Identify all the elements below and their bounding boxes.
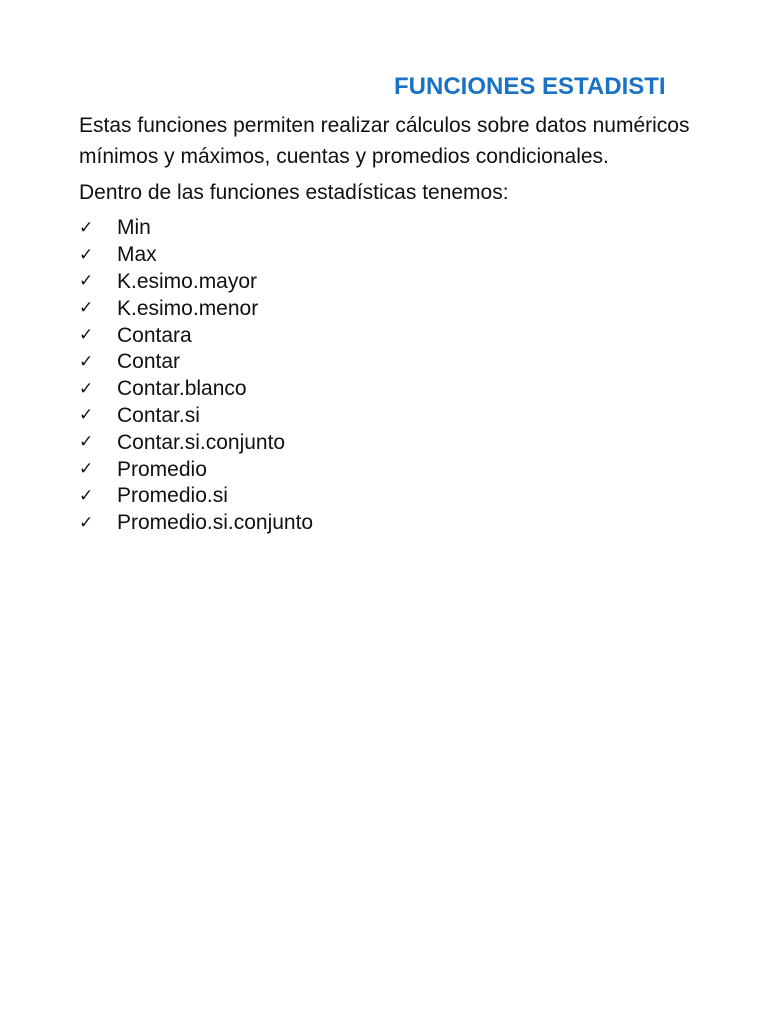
function-name: Max (117, 243, 157, 267)
function-name: Promedio.si (117, 484, 228, 508)
list-item (79, 429, 313, 456)
function-name: Contar (117, 350, 181, 374)
function-name: Contar.si.conjunto (117, 430, 286, 454)
intro-paragraph (79, 110, 768, 172)
function-name: Min (117, 216, 151, 240)
list-item (79, 510, 313, 537)
function-name: K.esimo.menor (117, 296, 259, 320)
check-icon: ✓ (79, 485, 94, 506)
check-icon: ✓ (79, 378, 94, 399)
check-icon: ✓ (79, 432, 94, 453)
list-item (79, 295, 313, 322)
list-item (79, 242, 313, 269)
list-item (79, 215, 313, 242)
list-item (79, 403, 313, 430)
check-icon: ✓ (79, 325, 94, 346)
function-name: Contar.blanco (117, 377, 247, 401)
list-item (79, 269, 313, 296)
function-name: Contara (117, 323, 192, 347)
title-container (394, 70, 700, 104)
function-name: Contar.si (117, 403, 200, 427)
page-title: FUNCIONES ESTADISTI (394, 73, 666, 100)
intro-line-2: mínimos y máximos, cuentas y promedios condicionales. (79, 145, 609, 168)
check-icon: ✓ (79, 405, 94, 426)
check-icon: ✓ (79, 298, 94, 319)
list-item (79, 322, 313, 349)
intro-line-1: Estas funciones permiten realizar cálculos sobre datos numéricos (79, 114, 690, 137)
list-item (79, 376, 313, 403)
list-item (79, 483, 313, 510)
function-list (79, 215, 313, 537)
function-name: K.esimo.mayor (117, 269, 258, 293)
check-icon: ✓ (79, 244, 94, 265)
check-icon: ✓ (79, 217, 94, 238)
check-icon: ✓ (79, 459, 94, 480)
list-item (79, 456, 313, 483)
function-name: Promedio.si.conjunto (117, 511, 314, 535)
check-icon: ✓ (79, 351, 94, 372)
check-icon: ✓ (79, 271, 94, 292)
check-icon: ✓ (79, 512, 94, 533)
function-name: Promedio (117, 457, 207, 481)
list-item (79, 349, 313, 376)
list-lead: Dentro de las funciones estadísticas tenemos: (79, 181, 509, 204)
